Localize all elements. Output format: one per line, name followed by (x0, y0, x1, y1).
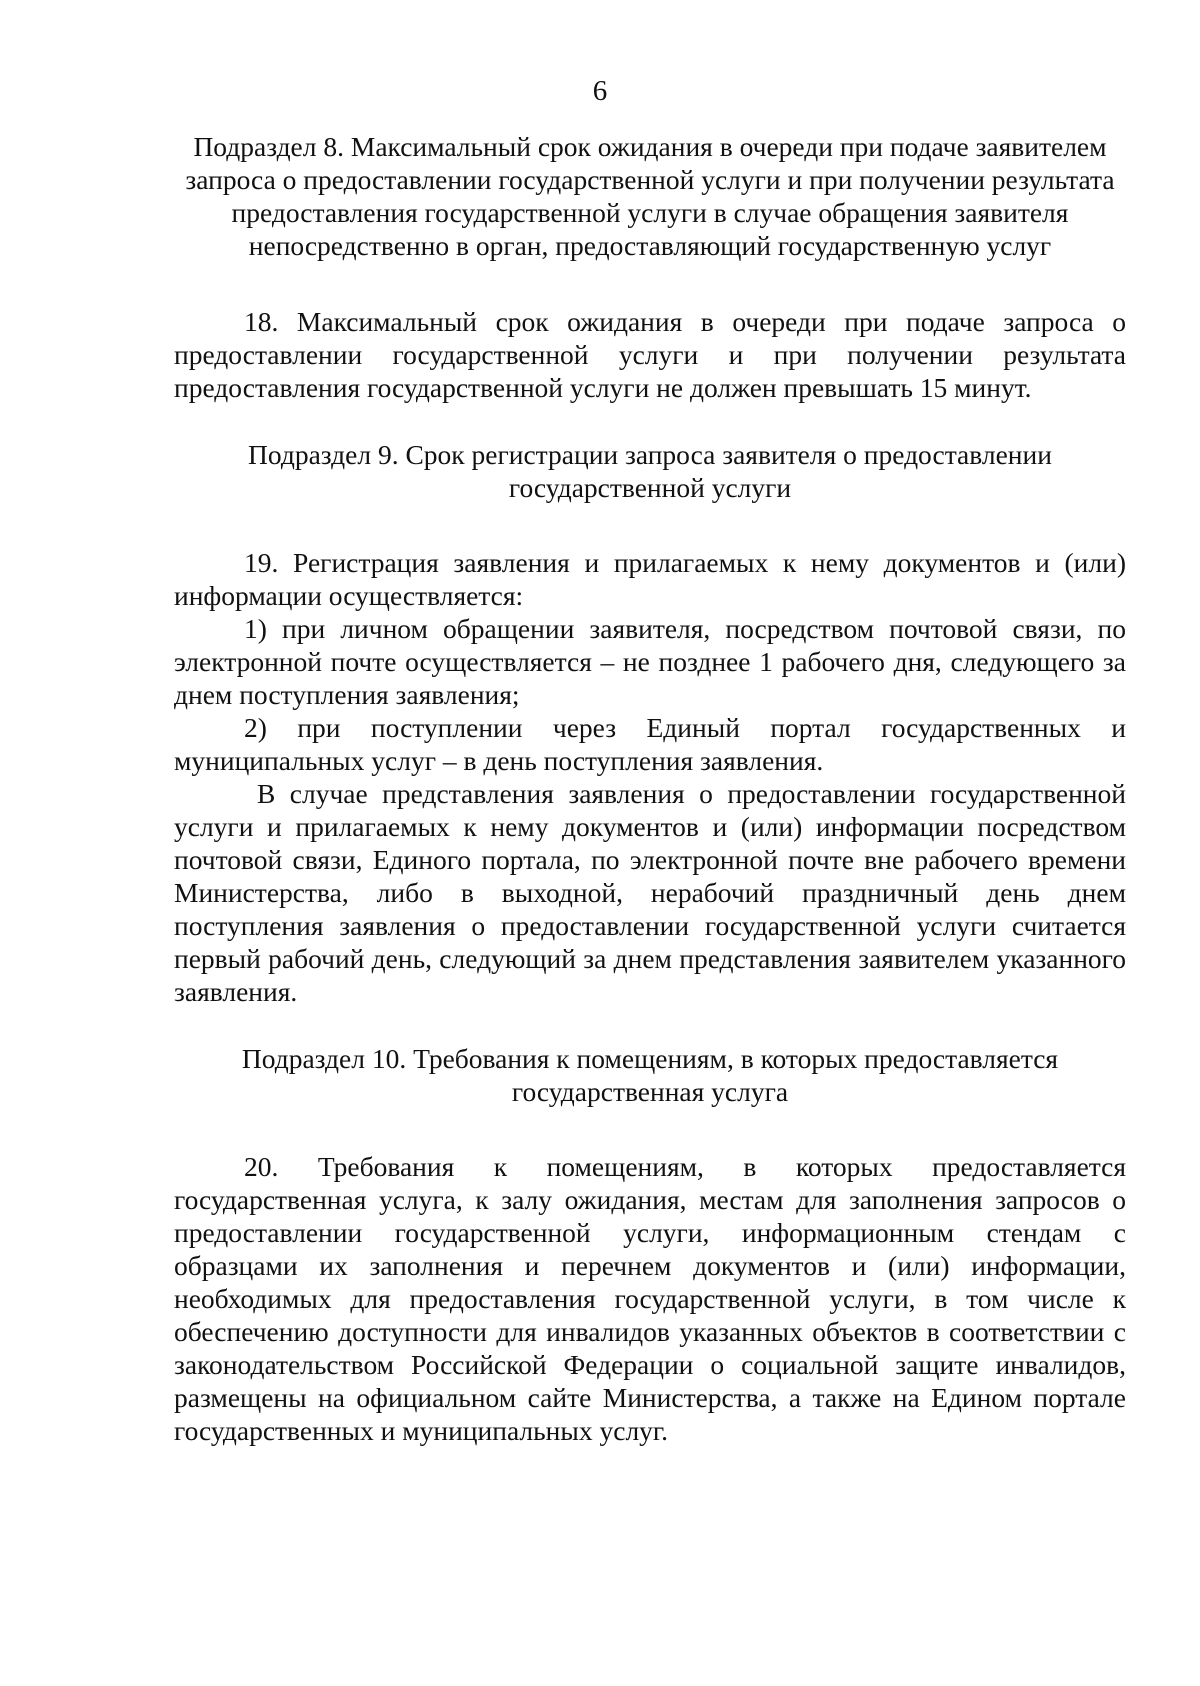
section-8-heading: Подраздел 8. Максимальный срок ожидания в очереди при подаче заявителем запроса о предоставлении государственной услуги и при получении результата предоставления государственной услуги в случае обращения заявителя непосредственно в орган, предоставляющий государственную услуг (185, 131, 1115, 261)
paragraph-19: 19. Регистрация заявления и прилагаемых к нему документов и (или) информации осуществляется: (174, 547, 1126, 611)
section-9-heading: Подраздел 9. Срок регистрации запроса заявителя о предоставлении государственной услуги (248, 439, 1052, 503)
paragraph-19-item-1: 1) при личном обращении заявителя, посредством почтовой связи, по электронной почте осуществляется – не позднее 1 рабочего дня, следующего за днем поступления заявления; (174, 613, 1126, 710)
paragraph-18: 18. Максимальный срок ожидания в очереди при подаче запроса о предоставлении государственной услуги и при получении результата предоставления государственной услуги не должен превышать 15 минут. (174, 306, 1126, 403)
paragraph-20: 20. Требования к помещениям, в которых предоставляется государственная услуга, к залу ожидания, местам для заполнения запросов о предоставлении государственной услуги, информационным стендам с образцами их заполнения и перечнем документов и (или) информации, необходимых для предоставления государственной услуги, в том числе к обеспечению доступности для инвалидов указанных объектов в соответствии с законодательством Российской Федерации о социальной защите инвалидов, размещены на официальном сайте Министерства, а также на Едином портале государственных и муниципальных услуг. (174, 1151, 1126, 1446)
paragraph-19-item-2: 2) при поступлении через Единый портал государственных и муниципальных услуг – в день поступления заявления. (174, 712, 1126, 776)
section-10-heading: Подраздел 10. Требования к помещениям, в которых предоставляется государственная услуга (241, 1043, 1059, 1107)
document-body (174, 130, 1126, 1447)
page-number: 6 (592, 75, 608, 107)
paragraph-19-note: В случае представления заявления о предоставлении государственной услуги и прилагаемых к нему документов и (или) информации посредством почтовой связи, Единого портала, по электронной почте вне рабочего времени Министерства, либо в выходной, нерабочий праздничный день днем поступления заявления о предоставлении государственной услуги считается первый рабочий день, следующий за днем представления заявителем указанного заявления. (174, 778, 1126, 1007)
